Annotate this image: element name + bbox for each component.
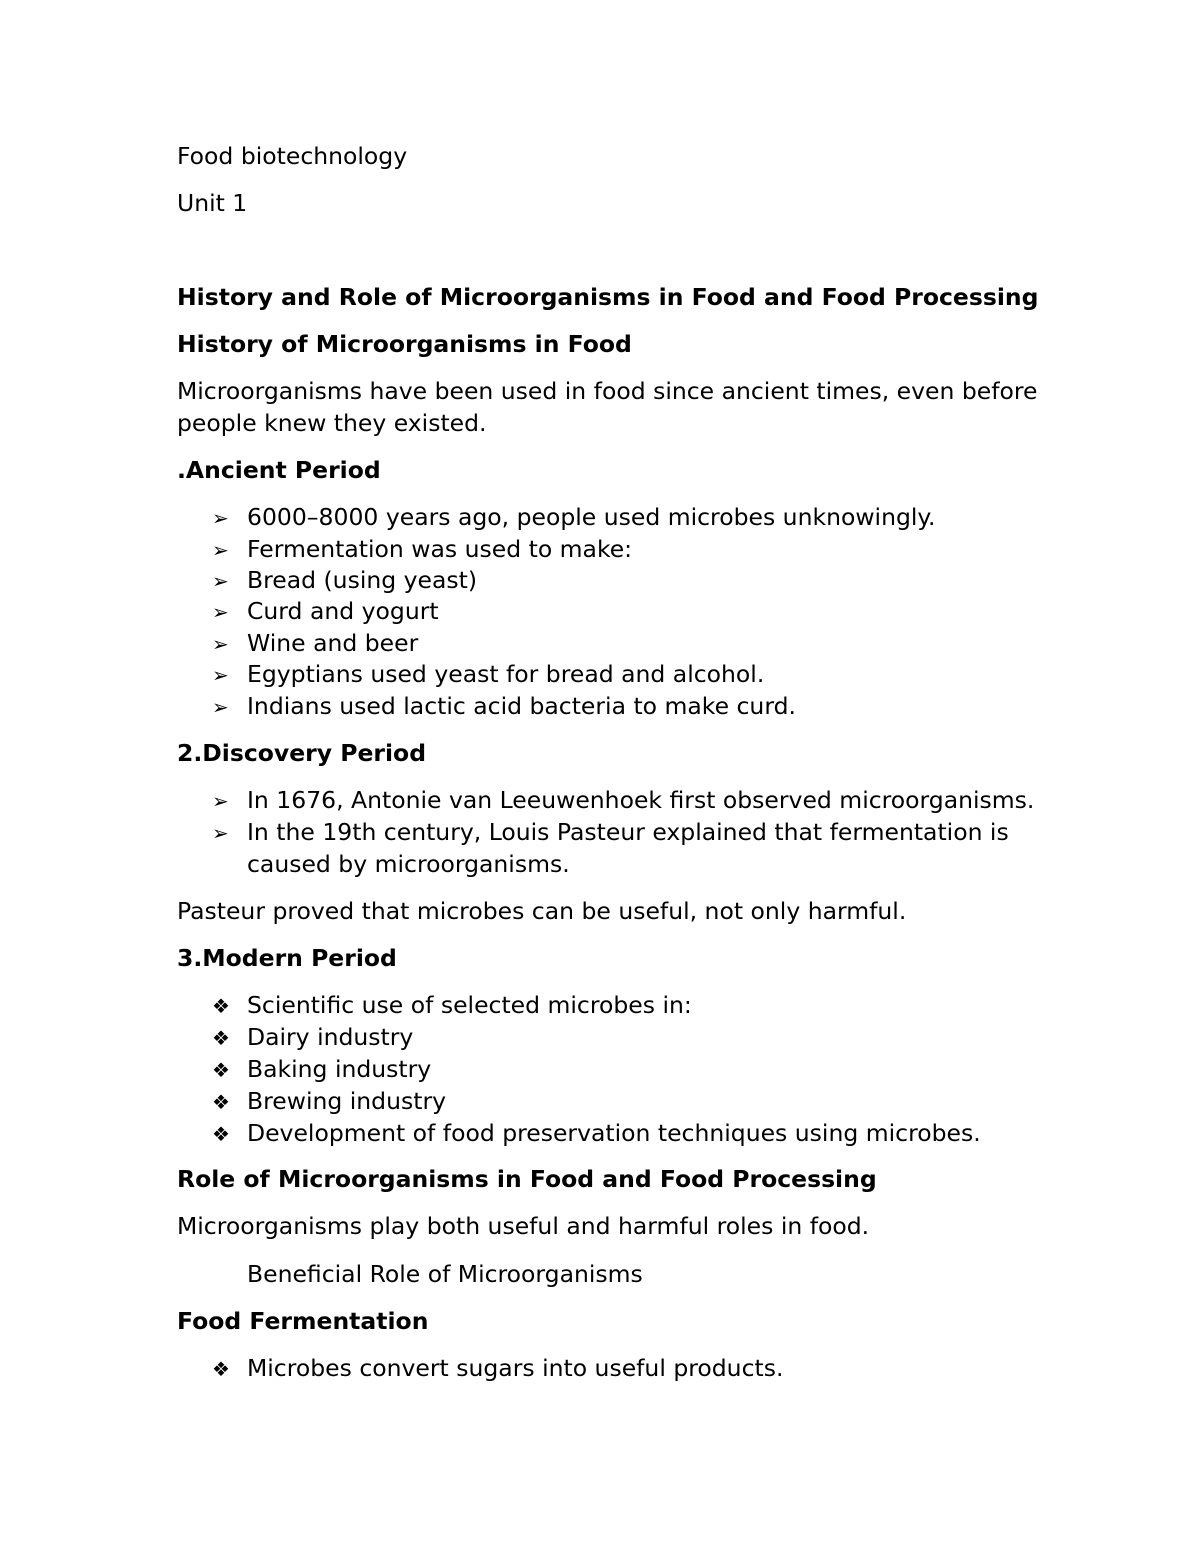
role-heading: Role of Microorganisms in Food and Food Processing: [177, 1165, 877, 1193]
discovery-list-item: [212, 784, 1034, 817]
unit-label: Unit 1: [177, 189, 248, 217]
ancient-list-item: [212, 690, 796, 723]
ancient-list-item: [212, 501, 935, 534]
discovery-list-item: [212, 816, 1009, 849]
ancient-list-item: [212, 533, 632, 566]
list-item-text: Baking industry: [247, 1055, 432, 1083]
diamond-bullet-icon: ❖: [212, 1058, 230, 1082]
arrow-bullet-icon: ➢: [212, 663, 229, 687]
arrow-bullet-icon: ➢: [212, 632, 229, 656]
arrow-bullet-icon: ➢: [212, 789, 229, 813]
list-item-text: Wine and beer: [247, 629, 419, 657]
list-item-text: In 1676, Antonie van Leeuwenhoek first observed microorganisms.: [247, 786, 1035, 814]
list-item-text: Microbes convert sugars into useful products.: [247, 1354, 784, 1382]
list-item-text: Curd and yogurt: [247, 597, 439, 625]
main-heading: History and Role of Microorganisms in Food and Food Processing: [177, 283, 1039, 311]
diamond-bullet-icon: ❖: [212, 1357, 230, 1381]
list-item-text: Bread (using yeast): [247, 566, 478, 594]
diamond-bullet-icon: ❖: [212, 994, 230, 1018]
history-intro-line-2: people knew they existed.: [177, 409, 487, 437]
document-title: Food biotechnology: [177, 142, 408, 170]
list-item-text: Brewing industry: [247, 1087, 447, 1115]
diamond-bullet-icon: ❖: [212, 1122, 230, 1146]
list-item-text: Fermentation was used to make:: [247, 535, 633, 563]
fermentation-list-item: [212, 1352, 783, 1385]
beneficial-role-heading: Beneficial Role of Microorganisms: [247, 1260, 643, 1288]
history-intro-line-1: Microorganisms have been used in food since ancient times, even before: [177, 377, 1038, 405]
discovery-period-heading: 2.Discovery Period: [177, 739, 427, 767]
arrow-bullet-icon: ➢: [212, 569, 229, 593]
arrow-bullet-icon: ➢: [212, 821, 229, 845]
role-intro: Microorganisms play both useful and harmful roles in food.: [177, 1212, 870, 1240]
modern-list-item: [212, 1085, 446, 1118]
list-item-text: 6000–8000 years ago, people used microbes unknowingly.: [247, 503, 936, 531]
list-item-text: Indians used lactic acid bacteria to make curd.: [247, 692, 796, 720]
diamond-bullet-icon: ❖: [212, 1026, 230, 1050]
history-heading: History of Microorganisms in Food: [177, 330, 632, 358]
list-item-text: Dairy industry: [247, 1023, 414, 1051]
ancient-list-item: [212, 595, 439, 628]
ancient-list-item: [212, 627, 418, 660]
modern-list-item: [212, 1053, 431, 1086]
list-item-text: Scientific use of selected microbes in:: [247, 991, 692, 1019]
arrow-bullet-icon: ➢: [212, 600, 229, 624]
ancient-list-item: [212, 564, 477, 597]
ancient-period-heading: .Ancient Period: [177, 456, 381, 484]
pasteur-note: Pasteur proved that microbes can be useful, not only harmful.: [177, 897, 907, 925]
modern-list-item: [212, 989, 692, 1022]
discovery-list-item-continuation: caused by microorganisms.: [247, 850, 570, 878]
list-item-text: Development of food preservation techniques using microbes.: [247, 1119, 981, 1147]
arrow-bullet-icon: ➢: [212, 538, 229, 562]
arrow-bullet-icon: ➢: [212, 695, 229, 719]
modern-list-item: [212, 1117, 981, 1150]
food-fermentation-heading: Food Fermentation: [177, 1307, 429, 1335]
list-item-text: In the 19th century, Louis Pasteur explained that fermentation is: [247, 818, 1009, 846]
modern-period-heading: 3.Modern Period: [177, 944, 397, 972]
ancient-list-item: [212, 658, 764, 691]
arrow-bullet-icon: ➢: [212, 506, 229, 530]
list-item-text: Egyptians used yeast for bread and alcohol.: [247, 660, 765, 688]
modern-list-item: [212, 1021, 413, 1054]
diamond-bullet-icon: ❖: [212, 1090, 230, 1114]
